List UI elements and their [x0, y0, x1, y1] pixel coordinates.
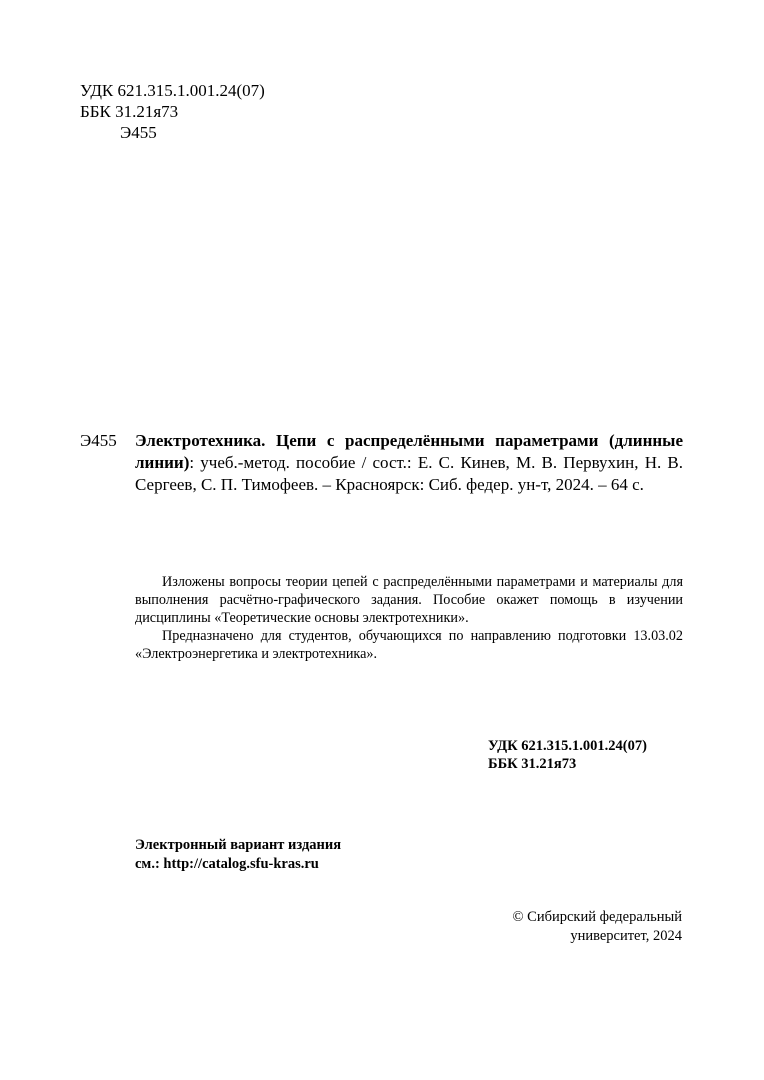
header-classification	[80, 80, 265, 143]
electronic-edition-link: см.: http://catalog.sfu-kras.ru	[135, 856, 319, 872]
electronic-edition-note	[135, 836, 341, 874]
copyright-notice	[440, 908, 682, 946]
footer-udk-code: УДК 621.315.1.001.24(07)	[488, 738, 647, 754]
copyright-line: © Сибирский федеральный	[512, 909, 682, 925]
footer-classification	[488, 737, 647, 773]
book-title: Электротехника. Цепи с распределёнными параметрами (длинные линии)	[135, 431, 683, 472]
bbk-code: ББК 31.21я73	[80, 102, 179, 121]
bibliography-author-sign: Э455	[80, 431, 117, 450]
annotation-paragraph: Предназначено для студентов, обучающихся по направлению подготовки 13.03.02 «Электроэнергетика и электротехника».	[135, 628, 683, 662]
bibliographic-description	[135, 430, 683, 496]
book-details: : учеб.-метод. пособие / сост.: Е. С. Кинев, М. В. Первухин, Н. В. Сергеев, С. П. Тимофеев. – Красноярск: Сиб. федер. ун-т, 2024. – 64 с.	[135, 453, 683, 494]
electronic-edition-label: Электронный вариант издания	[135, 837, 342, 853]
copyright-line: университет, 2024	[570, 928, 682, 944]
annotation	[135, 573, 683, 663]
footer-bbk-code: ББК 31.21я73	[488, 756, 577, 772]
annotation-paragraph: Изложены вопросы теории цепей с распределёнными параметрами и материалы для выполнения расчётно-графического задания. Пособие окажет помощь в изучении дисциплины «Теоретические основы электротехники».	[135, 574, 683, 626]
udk-code: УДК 621.315.1.001.24(07)	[80, 81, 265, 100]
author-sign: Э455	[120, 123, 157, 142]
